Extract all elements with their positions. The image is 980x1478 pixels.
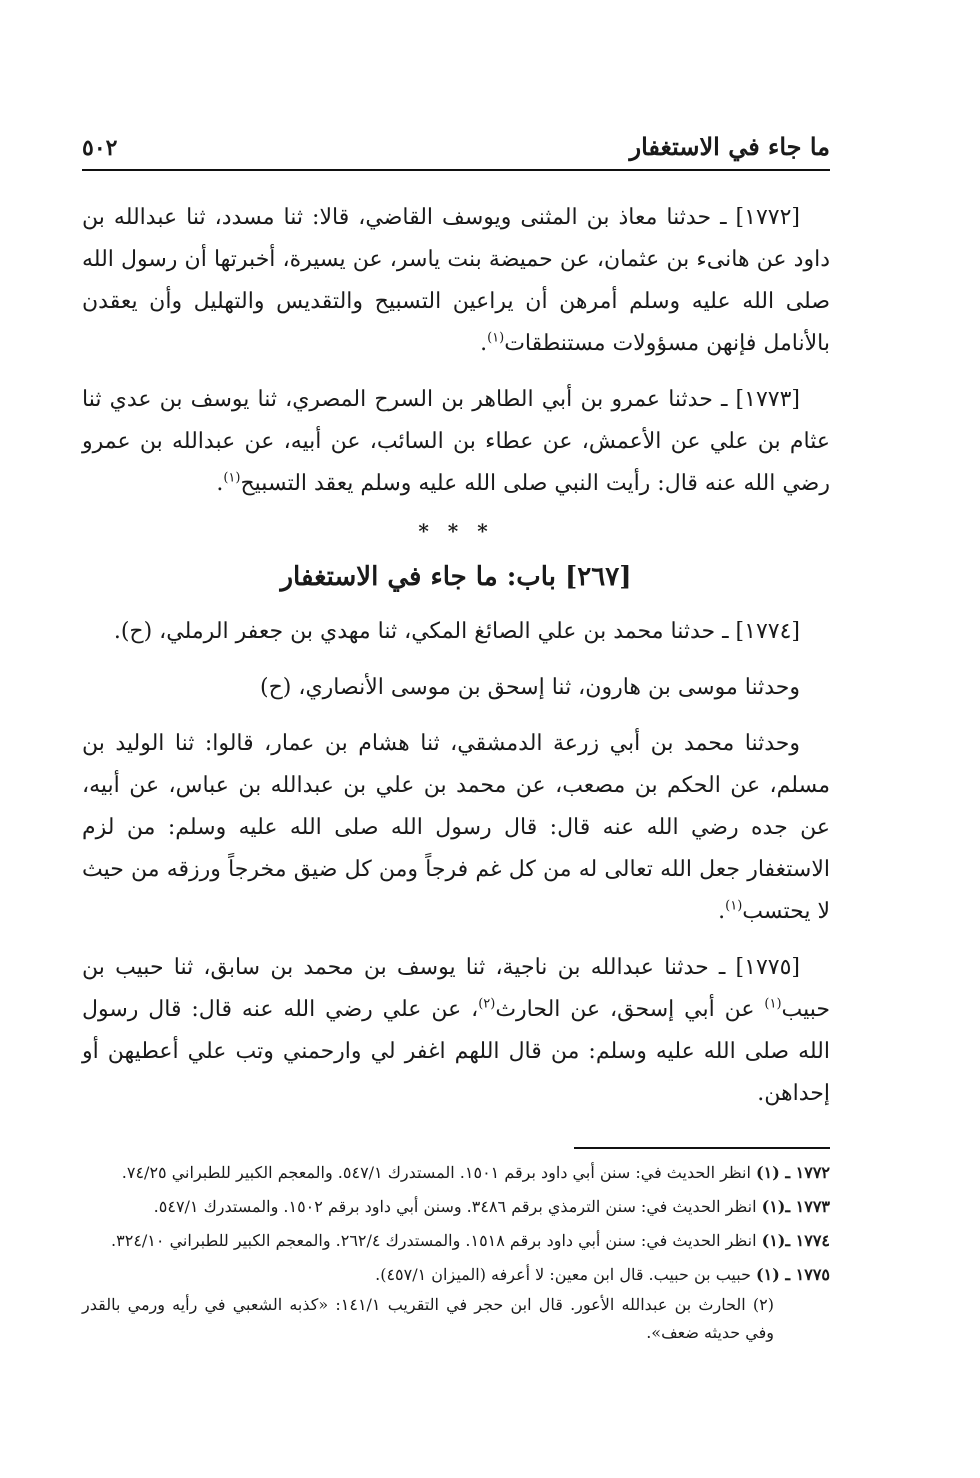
hadith-1774-text: وحدثنا محمد بن أبي زرعة الدمشقي، ثنا هشام بن عمار، قالوا: ثنا الوليد بن مسلم، عن الحكم بن مصعب، عن محمد بن علي بن عبدالله بن عباس، عن أبيه، عن جده رضي الله عنه قال: قال رسول الله صلى الله عليه وسلم: من لزم الاستغفار جعل الله تعالى له من كل غم فرجاً ومن كل ضيق مخرجاً ورزقه من حيث لا يحتسب xyxy=(82,731,830,924)
footnote-1772 xyxy=(82,1159,830,1187)
footnote-1775 xyxy=(82,1261,830,1289)
footnote-1775-2: (٢) الحارث بن عبدالله الأعور. قال ابن حجر في التقريب ١٤١/١: «كذبه الشعبي في رأيه ورمي بالقدر وفي حديثه ضعف». xyxy=(82,1295,774,1342)
hadith-1775 xyxy=(82,947,830,1115)
footnote-separator xyxy=(574,1147,830,1149)
hadith-1774 xyxy=(82,723,830,933)
running-header xyxy=(82,132,830,171)
footnote-ref[interactable]: (٢) xyxy=(478,996,496,1012)
header-title: ما جاء في الاستغفار xyxy=(629,132,830,161)
hadith-1773 xyxy=(82,379,830,505)
section-divider: * * * xyxy=(418,519,494,543)
hadith-1773-text: [١٧٧٣] ـ حدثنا عمرو بن أبي الطاهر بن السرح المصري، ثنا يوسف بن عدي ثنا عثام بن علي عن الأعمش، عن عطاء بن السائب، عن أبيه، عن عبدالله بن عمرو رضي الله عنه قال: رأيت النبي صلى الله عليه وسلم يعقد التسبيح xyxy=(82,387,830,496)
hadith-1775-text-a: [١٧٧٥] ـ حدثنا عبدالله بن ناجية، ثنا يوسف بن محمد بن سابق، ثنا حبيب بن حبيب xyxy=(82,955,830,1022)
footnote-number: ١٧٧٢ ـ (١) xyxy=(756,1163,830,1182)
page-number: ٥٠٢ xyxy=(82,135,118,161)
footnote-number: ١٧٧٤ ـ(١) xyxy=(761,1231,830,1250)
footnotes xyxy=(82,1159,830,1347)
hadith-1774-chain-a: [١٧٧٤] ـ حدثنا محمد بن علي الصائغ المكي، ثنا مهدي بن جعفر الرملي، (ح). xyxy=(113,619,800,644)
main-text xyxy=(82,197,830,1115)
punct: . xyxy=(216,471,224,496)
footnote-1774 xyxy=(82,1227,830,1255)
footnote-1773 xyxy=(82,1193,830,1221)
hadith-1775-text-c: ، عن علي رضي الله عنه قال: قال رسول الله صلى الله عليه وسلم: من قال اللهم اغفر لي وارحمني وتب علي أعطيهن أو إحداهن. xyxy=(82,997,830,1106)
footnote-number: ١٧٧٣ ـ(١) xyxy=(761,1197,830,1216)
hadith-1772 xyxy=(82,197,830,365)
footnote-ref[interactable]: (١) xyxy=(487,330,505,346)
hadith-1775-text-b: عن أبي إسحق، عن الحارث xyxy=(495,997,765,1022)
hadith-1774-chain-b: وحدثنا موسى بن هارون، ثنا إسحق بن موسى الأنصاري، (ح) xyxy=(260,675,800,700)
footnote-ref[interactable]: (١) xyxy=(725,898,743,914)
footnote-text: حبيب بن حبيب. قال ابن معين: لا أعرفه (الميزان ٤٥٧/١). xyxy=(375,1265,757,1284)
footnote-text: انظر الحديث في: سنن أبي داود برقم ١٥٠١. المستدرك ٥٤٧/١. والمعجم الكبير للطبراني ٧٤/٢٥. xyxy=(121,1163,757,1182)
punct: . xyxy=(718,899,726,924)
footnote-ref[interactable]: (١) xyxy=(764,996,782,1012)
footnote-ref[interactable]: (١) xyxy=(223,470,241,486)
hadith-1772-text: [١٧٧٢] ـ حدثنا معاذ بن المثنى ويوسف القاضي، قالا: ثنا مسدد، ثنا عبدالله بن داود عن هانىء بن عثمان، عن حميضة بنت ياسر، عن يسيرة، أخبرتها أن رسول الله صلى الله عليه وسلم أمرهن أن يراعين التسبيح والتقديس والتهليل وأن يعقدن بالأنامل فإنهن مسؤولات مستنطقات xyxy=(82,205,830,356)
punct: . xyxy=(480,331,488,356)
chapter-heading: [٢٦٧] باب: ما جاء في الاستغفار xyxy=(280,562,632,592)
footnote-number: ١٧٧٥ ـ (١) xyxy=(756,1265,830,1284)
footnote-text: انظر الحديث في: سنن أبي داود برقم ١٥١٨. والمستدرك ٢٦٢/٤. والمعجم الكبير للطبراني ٣٢٤/١٠. xyxy=(111,1231,762,1250)
footnote-text: انظر الحديث في: سنن الترمذي برقم ٣٤٨٦. وسنن أبي داود برقم ١٥٠٢. والمستدرك ٥٤٧/١. xyxy=(153,1197,762,1216)
